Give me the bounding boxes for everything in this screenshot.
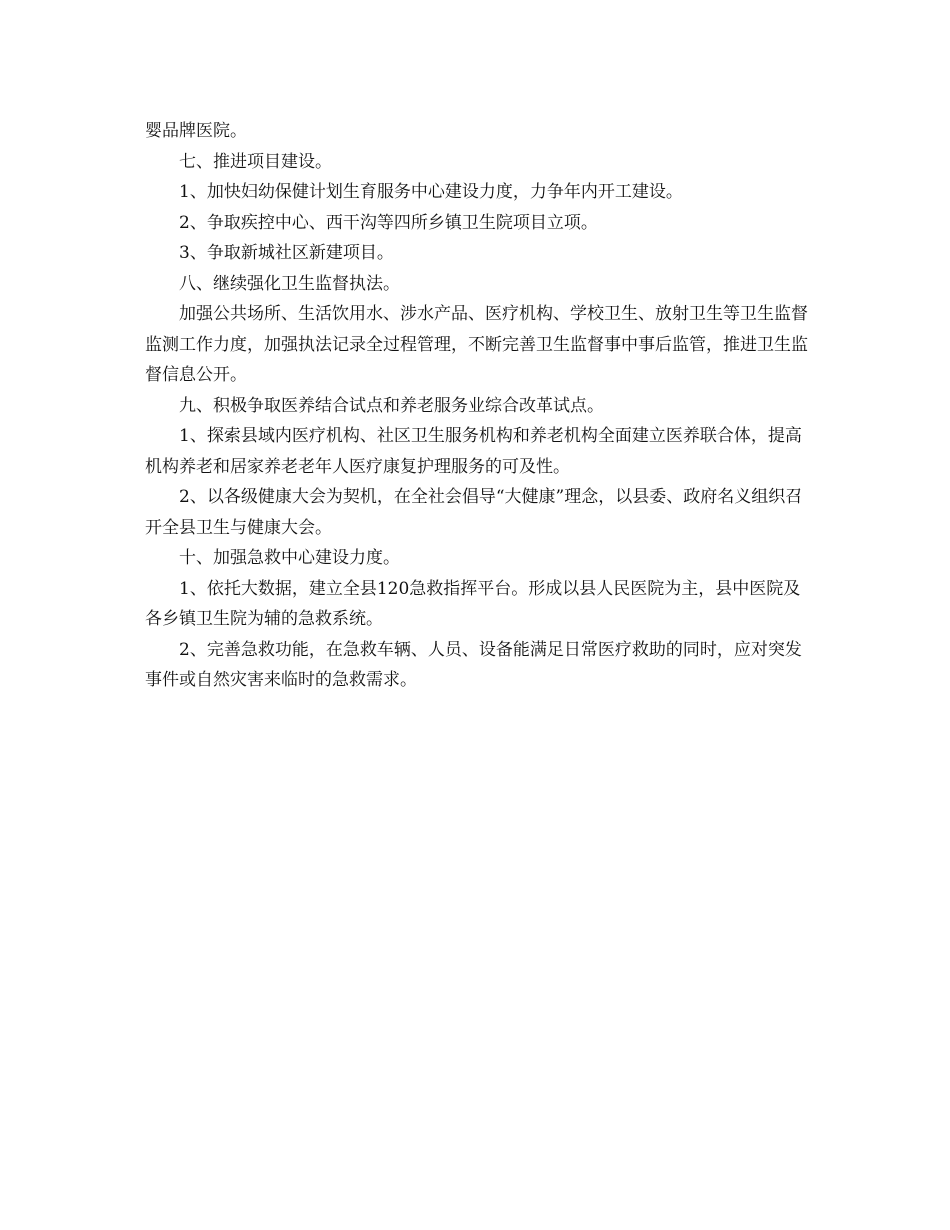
list-item: 2、以各级健康大会为契机，在全社会倡导“大健康”理念，以县委、政府名义组织召开全县卫生与健康大会。: [145, 487, 803, 538]
section-heading: 八、继续强化卫生监督执法。: [179, 273, 400, 294]
section-heading: 七、推进项目建设。: [179, 151, 332, 172]
list-item: 2、争取疾控中心、西干沟等四所乡镇卫生院项目立项。: [179, 212, 598, 233]
list-item: 2、完善急救功能，在急救车辆、人员、设备能满足日常医疗救助的同时，应对突发事件或自然灾害来临时的急救需求。: [145, 639, 802, 690]
list-item: 1、加快妇幼保健计划生育服务中心建设力度，力争年内开工建设。: [179, 182, 683, 202]
paragraph: 婴品牌医院。: [145, 121, 247, 141]
paragraph: 加强公共场所、生活饮用水、涉水产品、医疗机构、学校卫生、放射卫生等卫生监督监测工作力度，加强执法记录全过程管理，不断完善卫生监督事中事后监管，推进卫生监督信息公开。: [145, 304, 808, 385]
list-item: 1、探索县域内医疗机构、社区卫生服务机构和养老机构全面建立医养联合体，提高机构养老和居家养老老年人医疗康复护理服务的可及性。: [145, 426, 802, 477]
list-item: 1、依托大数据，建立全县120急救指挥平台。形成以县人民医院为主，县中医院及各乡镇卫生院为辅的急救系统。: [145, 578, 801, 629]
list-item: 3、争取新城社区新建项目。: [179, 243, 394, 263]
section-heading: 十、加强急救中心建设力度。: [179, 548, 400, 568]
section-heading: 九、积极争取医养结合试点和养老服务业综合改革试点。: [179, 395, 604, 416]
document-body: [145, 116, 810, 696]
